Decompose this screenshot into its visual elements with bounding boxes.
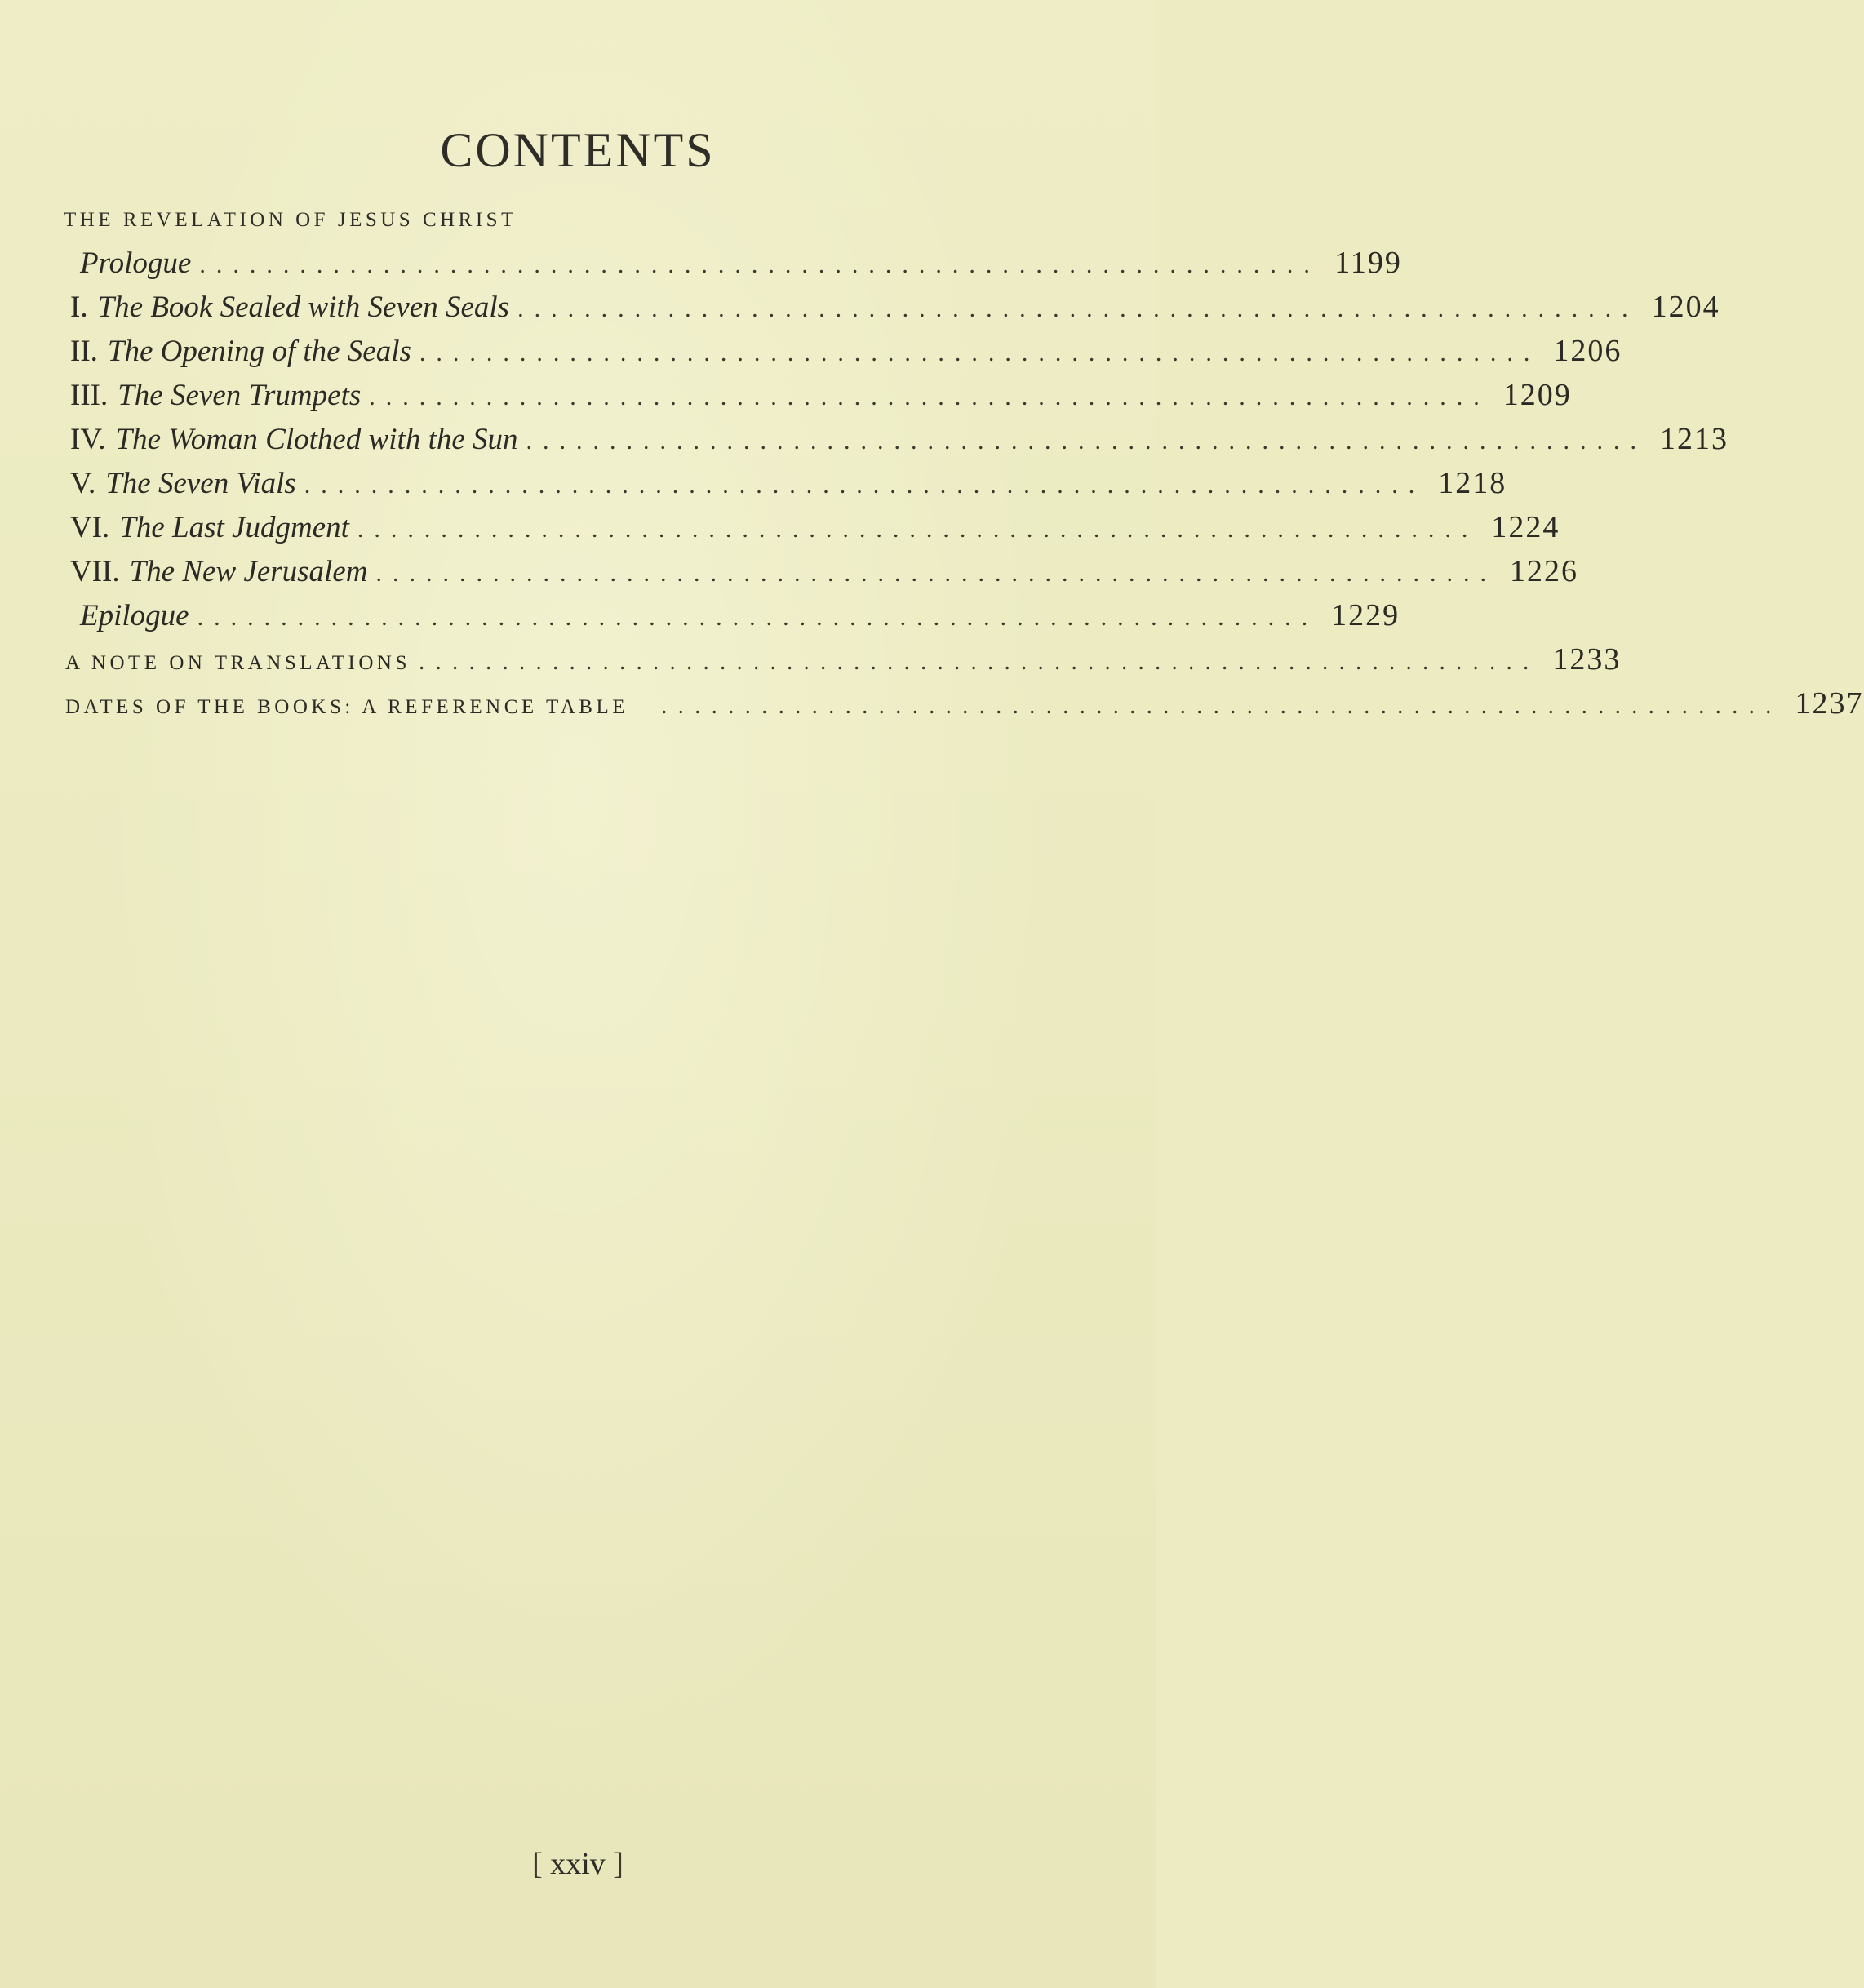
entry-page-number: 1209 — [1502, 378, 1572, 412]
section-heading: THE REVELATION OF JESUS CHRIST — [64, 209, 517, 231]
dot-leader: ................................................................... — [661, 692, 1782, 719]
toc-entry-dates-of-the-books[interactable] — [65, 686, 1864, 730]
entry-title: Epilogue — [80, 599, 189, 632]
toc-entry-chapter-6[interactable] — [70, 509, 1560, 553]
entry-page-number: 1226 — [1509, 554, 1578, 588]
entry-page-number: 1213 — [1660, 422, 1729, 456]
folio-bracket-close: ] — [605, 1847, 624, 1881]
page-title: CONTENTS — [440, 123, 716, 177]
toc-entry-chapter-2[interactable] — [70, 333, 1622, 377]
entry-title: The Last Judgment — [119, 511, 349, 544]
entry-page-number: 1199 — [1334, 246, 1402, 280]
toc-entry-chapter-3[interactable] — [70, 377, 1572, 421]
entry-page-number: 1204 — [1651, 290, 1720, 324]
toc-entry-epilogue[interactable] — [70, 597, 1400, 641]
page-folio — [0, 1846, 1156, 1882]
entry-title: The Book Sealed with Seven Seals — [97, 291, 510, 324]
entry-page-number: 1229 — [1331, 598, 1400, 632]
dot-leader: ................................................................... — [304, 472, 1426, 499]
entry-title: Prologue — [80, 246, 192, 280]
dot-leader: ................................................................... — [357, 516, 1479, 543]
entry-page-number: 1224 — [1491, 510, 1560, 544]
toc-entry-chapter-5[interactable] — [70, 465, 1507, 509]
entry-numeral: VII. — [70, 555, 120, 588]
dot-leader: ................................................................... — [419, 339, 1541, 366]
dot-leader: ................................................................... — [418, 648, 1540, 675]
entry-title: The New Jerusalem — [129, 555, 368, 588]
dot-leader: ................................................................... — [526, 428, 1648, 455]
entry-numeral: II. — [70, 335, 98, 368]
entry-page-number: 1206 — [1553, 334, 1622, 368]
entry-title: The Seven Trumpets — [118, 379, 362, 412]
entry-numeral: IV. — [70, 423, 106, 456]
entry-numeral: III. — [70, 379, 109, 412]
entry-page-number: 1233 — [1552, 642, 1622, 677]
toc-entry-chapter-7[interactable] — [70, 553, 1578, 597]
dot-leader: ................................................................... — [375, 560, 1497, 587]
dot-leader: ................................................................... — [197, 604, 1319, 631]
entry-page-number: 1237 — [1795, 686, 1864, 721]
entry-title: The Woman Clothed with the Sun — [115, 423, 518, 456]
folio-number: xxiv — [550, 1847, 606, 1881]
toc-entry-chapter-1[interactable] — [70, 289, 1720, 333]
entry-title: The Opening of the Seals — [107, 335, 411, 368]
entry-numeral: V. — [70, 467, 96, 500]
dot-leader: ................................................................... — [517, 295, 1639, 322]
entry-numeral: VI. — [70, 511, 110, 544]
entry-numeral: I. — [70, 291, 88, 324]
folio-bracket-open: [ — [532, 1847, 551, 1881]
entry-title: A NOTE ON TRANSLATIONS — [65, 652, 411, 674]
toc-entry-note-on-translations[interactable] — [65, 641, 1622, 686]
toc-entry-prologue[interactable] — [70, 245, 1402, 289]
dot-leader: ................................................................... — [199, 251, 1320, 278]
entry-title: The Seven Vials — [105, 467, 296, 500]
entry-title: DATES OF THE BOOKS: A REFERENCE TABLE — [65, 696, 629, 718]
entry-page-number: 1218 — [1438, 466, 1507, 500]
toc-entry-chapter-4[interactable] — [70, 421, 1729, 465]
dot-leader: ................................................................... — [369, 384, 1490, 410]
